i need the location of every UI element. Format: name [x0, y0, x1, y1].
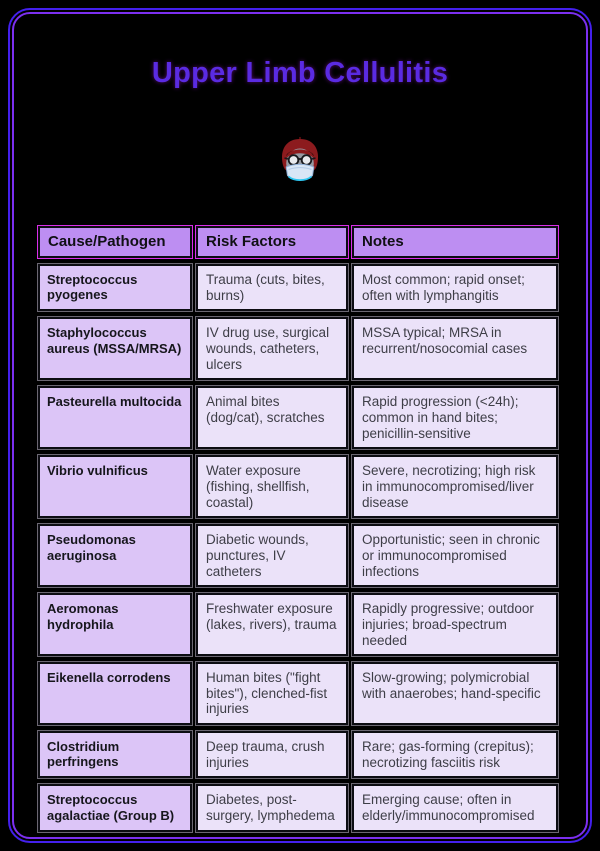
column-header-cause-pathogen: Cause/Pathogen: [38, 226, 192, 258]
pathogen-cell: Pseudomonas aeruginosa: [38, 524, 192, 587]
column-header-risk-factors: Risk Factors: [196, 226, 348, 258]
table-row: [38, 784, 558, 831]
pathogen-cell: Streptococcus agalactiae (Group B): [38, 784, 192, 831]
notes-cell: Rapidly progressive; outdoor injuries; broad-spectrum needed: [352, 593, 558, 656]
notes-cell: MSSA typical; MRSA in recurrent/nosocomial cases: [352, 317, 558, 380]
masked-doctor-face-icon-svg: [278, 136, 322, 186]
pathogen-cell: Staphylococcus aureus (MSSA/MRSA): [38, 317, 192, 380]
pathogen-cell: Clostridium perfringens: [38, 731, 192, 778]
notes-cell: Slow-growing; polymicrobial with anaerobes; hand-specific: [352, 662, 558, 725]
pathogen-cell: Vibrio vulnificus: [38, 455, 192, 518]
masked-doctor-face-icon: [278, 136, 322, 186]
risk-factors-cell: Water exposure (fishing, shellfish, coastal): [196, 455, 348, 518]
notes-cell: Emerging cause; often in elderly/immunocompromised: [352, 784, 558, 831]
notes-cell: Most common; rapid onset; often with lymphangitis: [352, 264, 558, 311]
pathogen-cell: Eikenella corrodens: [38, 662, 192, 725]
table-header-row: [38, 226, 558, 258]
pathogen-table: [34, 220, 562, 838]
table-row: [38, 317, 558, 380]
table-body: [38, 264, 558, 832]
risk-factors-cell: IV drug use, surgical wounds, catheters, ulcers: [196, 317, 348, 380]
table-row: [38, 524, 558, 587]
notes-cell: Opportunistic; seen in chronic or immunocompromised infections: [352, 524, 558, 587]
table-row: [38, 662, 558, 725]
table-row: [38, 264, 558, 311]
table-row: [38, 455, 558, 518]
risk-factors-cell: Deep trauma, crush injuries: [196, 731, 348, 778]
table-row: [38, 731, 558, 778]
table-row: [38, 593, 558, 656]
risk-factors-cell: Freshwater exposure (lakes, rivers), trauma: [196, 593, 348, 656]
risk-factors-cell: Diabetes, post-surgery, lymphedema: [196, 784, 348, 831]
pathogen-cell: Streptococcus pyogenes: [38, 264, 192, 311]
table-row: [38, 386, 558, 449]
risk-factors-cell: Trauma (cuts, bites, burns): [196, 264, 348, 311]
pathogen-cell: Pasteurella multocida: [38, 386, 192, 449]
risk-factors-cell: Diabetic wounds, punctures, IV catheters: [196, 524, 348, 587]
column-header-notes: Notes: [352, 226, 558, 258]
notes-cell: Rare; gas-forming (crepitus); necrotizing fasciitis risk: [352, 731, 558, 778]
risk-factors-cell: Animal bites (dog/cat), scratches: [196, 386, 348, 449]
notes-cell: Severe, necrotizing; high risk in immunocompromised/liver disease: [352, 455, 558, 518]
risk-factors-cell: Human bites ("fight bites"), clenched-fist injuries: [196, 662, 348, 725]
notes-cell: Rapid progression (<24h); common in hand bites; penicillin-sensitive: [352, 386, 558, 449]
pathogen-cell: Aeromonas hydrophila: [38, 593, 192, 656]
page-title: Upper Limb Cellulitis: [151, 57, 449, 89]
